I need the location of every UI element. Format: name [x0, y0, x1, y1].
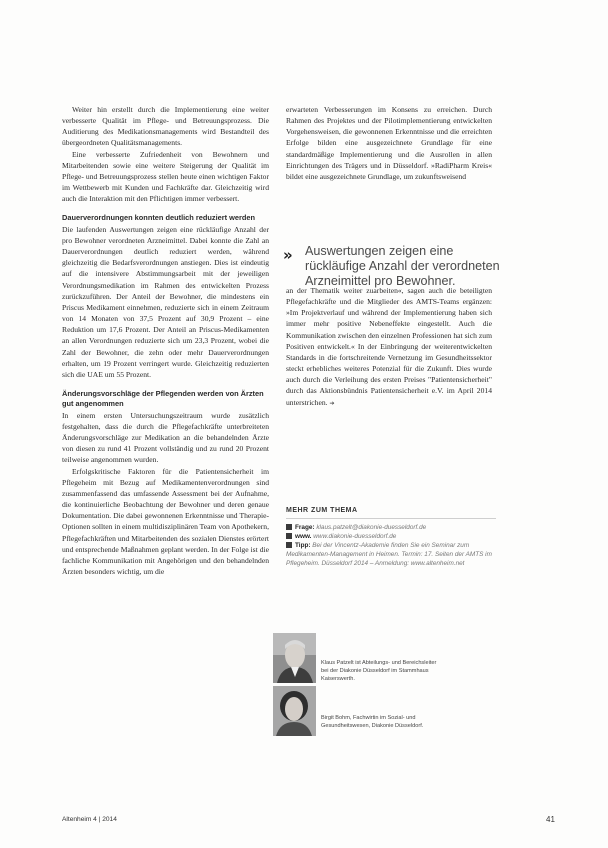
left-column — [62, 104, 269, 577]
more-info-box — [286, 507, 496, 568]
paragraph: Eine verbesserte Zufriedenheit von Bewohnern und Mitarbeitenden sowie eine weitere Steigerung der Qualität im Pflege- und Betreuungsprozess stellen heute einen wichtigen Faktor im Wettbewerb mit Kunden und Fachkräfte dar. Gleichzeitig wird auch die Interaktion mit den Pflichtigen immer verbessert. — [62, 149, 269, 204]
right-column-top — [286, 104, 492, 182]
double-chevron-icon: » — [283, 246, 290, 264]
author-caption-1: Klaus Patzelt ist Abteilungs- und Bereichsleiter bei der Diakonie Düsseldorf im Stammhaus Kaiserswerth. — [321, 660, 437, 682]
info-row-tip — [286, 541, 496, 568]
footer-publication: Altenheim 4 | 2014 — [62, 816, 117, 823]
web-label: www. — [295, 533, 312, 540]
info-row-web — [286, 532, 496, 541]
subheading: Dauerverordnungen konnten deutlich reduziert werden — [62, 213, 256, 223]
question-icon — [286, 524, 292, 530]
paragraph: Weiter hin erstellt durch die Implementierung eine weiter verbesserte Qualität im Pflege- und Betreuungsprozess. Die Auditierung des Medikationsmanagements wird Bestandteil des übergeordneten Qualitätsmanagements. — [62, 105, 269, 148]
page-number: 41 — [546, 815, 555, 824]
paragraph-text: an der Thematik weiter zuarbeiten«, sagen auch die beteiligten Pflegefachkräfte und die Mitglieder des AMTS-Teams ergänzen: »Im Projektverlauf und während der Implementierung haben sich immer mehr positive Nebeneffekte eingestellt. Auch die Kommunikation zwischen den einzelnen Professionen hat sich zum Positiven entwickelt.« In der Einbringung der weiterentwickelten Standards in die fortschreitende Vernetzung im Gesundheitssektor steckt erhebliches weiteres Potenzial für die Zukunft. Dies wurde auch durch die Verleihung des ersten Preises "Patientensicherheit" durch das Aktionsbündnis Patientensicherheit e.V. im April 2014 unterstrichen. — [286, 286, 492, 407]
more-info-title: MEHR ZUM THEMA — [286, 507, 358, 514]
tip-text: Bei der Vincentz-Akademie finden Sie ein Seminar zum Medikamenten-Management in Heimen. Termin: 17. Seiten der AMTS im Pflegeheim. Düsseldorf 2014 – Anmeldung: www.altenheim.net — [286, 542, 492, 567]
paragraph: Die laufenden Auswertungen zeigen eine rückläufige Anzahl der pro Bewohner verordneten Arzneimittel. Dabei konnte die Zahl an Dauerverordnungen deutlich reduziert werden, während gleichzeitig die Bedarfsverordnungen anstiegen. Dies ist eindeutig auf die intensivere Abstimmungsarbeit mit der jeweiligen Verordnungsmedikation im Rahmen des entwickelten Prozess zurückzuführen. Der Anteil der Bewohner, die mindestens ein Priscus Medikament einnehmen, reduzierte sich in einem Zeitraum von 14 Monaten von 37,5 Prozent auf 30,9 Prozent – eine Reduktion um 17,6 Prozent. Der Anteil an Priscus-Medikamenten an allen Verordnungen reduzierte sich um 23,3 Prozent, wobei die Zahl der Bewohner, die zehn oder mehr Dauerverordnungen erhalten, um 19 Prozent verringert wurde. Gleichzeitig reduzierten sich die UAE um 55 Prozent. — [62, 224, 269, 379]
info-row-question — [286, 523, 496, 532]
web-link[interactable]: www.diakonie-duesseldorf.de — [313, 533, 397, 540]
tip-label: Tipp: — [295, 542, 311, 549]
end-mark-icon: ➔ — [329, 399, 335, 407]
paragraph: erwarteten Verbesserungen im Konsens zu erreichen. Durch Rahmen des Projektes und der Pilotimplementierung entwickelten Vorgehensweisen, die gewonnenen Erkenntnisse und die erreichten Erfolge bilden eine ausgezeichnete Grundlage für eine standardmäßige Implementierung und die Ausrollen in allen Einrichtungen des Trägers und in Düsseldorf. »RadiPharm Kreis« bildet eine ausgezeichnete Grundlage, um zukunftsweisend — [286, 105, 492, 181]
pull-quote-text: Auswertungen zeigen eine rückläufige Anzahl der verordneten Arzneimittel pro Bewohner. — [305, 244, 500, 288]
paragraph — [286, 285, 492, 409]
paragraph: Erfolgskritische Faktoren für die Patientensicherheit im Pflegeheim mit Bezug auf Medikamentenverordnungen sind zusammenfassend das umfassende Assessment bei der Aufnahme, die kontinuierliche Beobachtung der Bewohner und deren genaue Dokumentation. Die dabei gewonnenen Erkenntnisse und Therapie-Optionen sollten in einem multidisziplinären Team von Apothekern, Pflegefachkräften und Mitarbeitenden des sozialen Dienstes erörtert und entsprechende Maßnahmen geplant werden. In der Folge ist die fachliche Kommunikation mit Angehörigen und den behandelnden Ärzten besonders wichtig, um die — [62, 466, 269, 576]
author-photo-1 — [273, 633, 316, 683]
author-caption-2: Birgit Bohm, Fachwirtin im Sozial- und Gesundheitswesen, Diakonie Düsseldorf. — [321, 715, 424, 729]
tip-icon — [286, 542, 292, 548]
author-photo-2 — [273, 686, 316, 736]
subheading: Änderungsvorschläge der Pflegenden werden von Ärzten gut angenommen — [62, 389, 264, 409]
paragraph: In einem ersten Untersuchungszeitraum wurde zusätzlich festgehalten, dass die durch die Pflegefachkräfte unterbreiteten Änderungsvorschläge zur Medikation an die behandelnden Ärzte von diesen zu rund 41 Prozent vollständig und zu rund 20 Prozent teilweise angenommen wurden. — [62, 410, 269, 465]
question-label: Frage: — [295, 524, 315, 531]
divider — [286, 518, 496, 519]
right-column-bottom — [286, 285, 492, 409]
email-link[interactable]: klaus.patzelt@diakonie-duesseldorf.de — [316, 524, 427, 531]
web-icon — [286, 533, 292, 539]
